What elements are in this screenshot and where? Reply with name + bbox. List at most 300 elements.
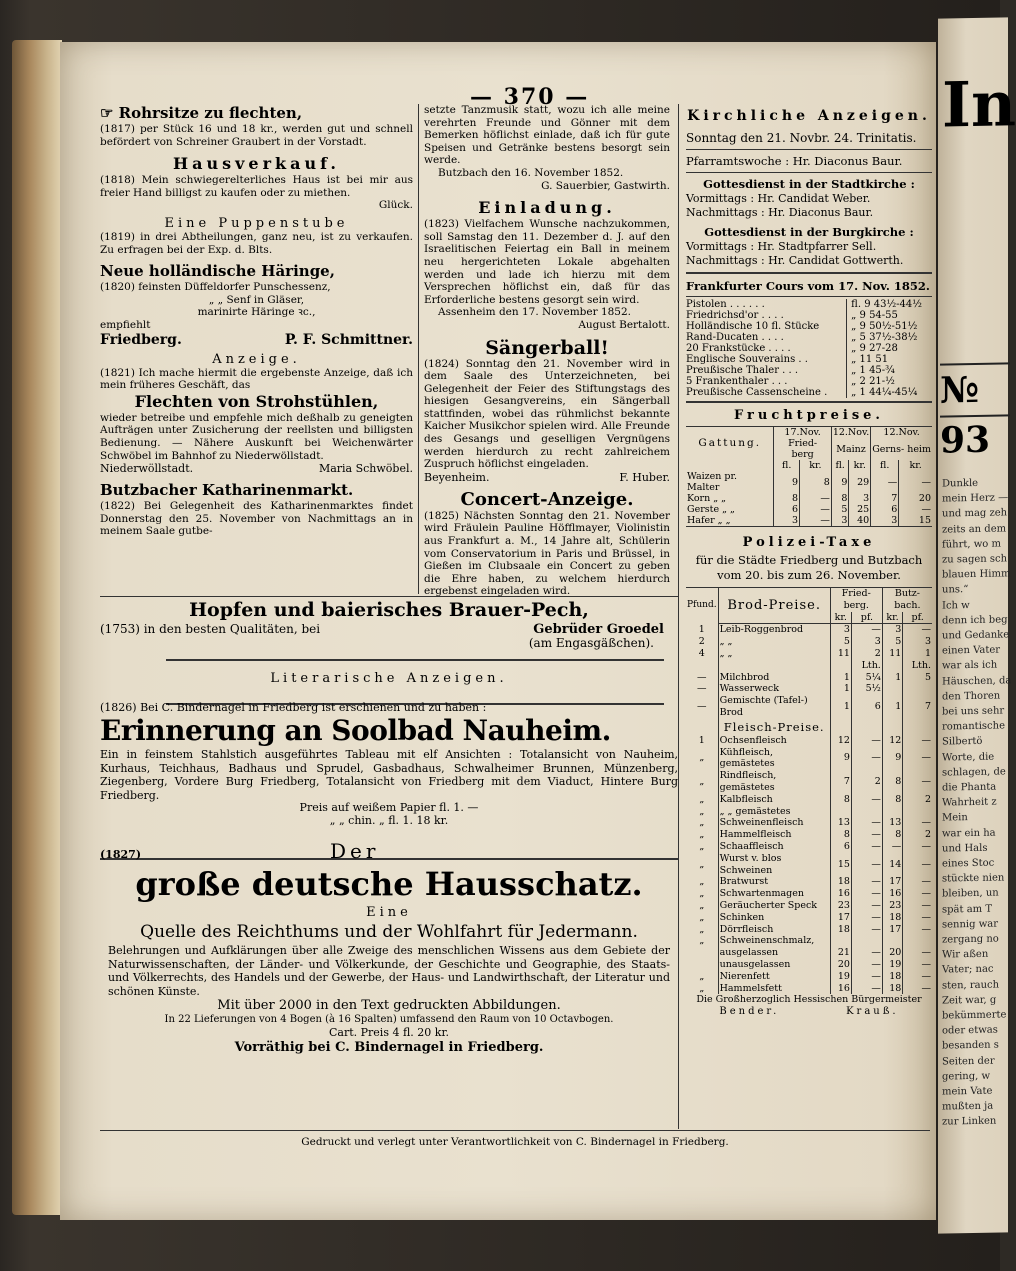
ad-heading: Einladung.	[478, 198, 616, 218]
price-cell: 23	[830, 900, 851, 912]
price-cell: 7	[871, 493, 899, 504]
church-entry: Vormittags : Hr. Candidat Weber.	[686, 192, 871, 205]
price-cell: —	[921, 858, 931, 870]
table-row	[686, 817, 932, 829]
ad-signature: (am Engasgäßchen).	[528, 636, 654, 650]
next-page-line: romantische	[942, 720, 1005, 733]
table-row	[686, 636, 932, 648]
ad-heading-big: Flechten von Strohstühlen,	[134, 391, 379, 411]
currency-value: „ 11 51	[851, 354, 889, 365]
table-row	[686, 806, 932, 818]
quantity-cell: „	[686, 935, 718, 947]
next-page-line: Worte, die	[942, 751, 995, 764]
price-cell: 11	[830, 648, 851, 660]
table-header: Fried- berg.	[830, 588, 882, 612]
price-cell: —	[851, 817, 882, 829]
ad-heading: Anzeige.	[212, 351, 301, 367]
currency-value: fl. 9 43½-44½	[851, 299, 922, 310]
ad-text: (1821) Ich mache hiermit die ergebenste Anzeige, daß ich mein früheres Geschäft, das	[100, 366, 413, 392]
price-cell: —	[921, 911, 931, 923]
price-cell: 3	[882, 624, 902, 636]
quantity-cell: „	[686, 794, 718, 806]
table-row	[686, 299, 932, 310]
price-cell: 11	[882, 648, 902, 660]
next-page-line: mein Vate	[942, 1085, 993, 1098]
next-page-line: spät am T	[942, 903, 992, 916]
ad-place: Beyenheim.	[424, 470, 490, 484]
item-name: Rindfleisch, gemästetes	[718, 770, 830, 794]
quantity-cell: „	[686, 971, 718, 983]
price-cell: —	[921, 840, 931, 852]
price-cell: 19	[882, 959, 902, 971]
price-cell	[882, 660, 902, 672]
bread-meat-price-table	[686, 587, 932, 994]
quantity-cell: „	[686, 829, 718, 841]
column-3	[686, 104, 932, 1017]
item-name: Geräucherter Speck	[718, 900, 830, 912]
next-page-line: schlagen, de	[942, 766, 1006, 779]
next-page-line: und Hals	[942, 842, 988, 855]
item-name	[718, 660, 830, 672]
table-row	[686, 829, 932, 841]
price-cell: 19	[830, 971, 851, 983]
table-row	[686, 672, 932, 684]
table-row	[686, 794, 932, 806]
table-header: kr.	[849, 460, 871, 471]
section-heading: Frankfurter Cours vom 17. Nov. 1852.	[686, 279, 930, 293]
price-cell: —	[851, 947, 882, 959]
currency-name: Preußische Cassenscheine .	[686, 387, 847, 398]
item-name: „ „ gemästetes	[718, 806, 830, 818]
price-cell: 2	[924, 793, 931, 805]
separator-rule	[686, 401, 932, 403]
ad-signature: August Bertalott.	[578, 318, 670, 331]
quantity-cell: „	[686, 983, 718, 995]
next-page-line: besanden s	[942, 1039, 999, 1052]
wide-ads-section	[100, 598, 678, 1056]
price-cell: 7	[924, 701, 931, 713]
price-cell: 25	[849, 504, 871, 515]
table-header: Gattung.	[686, 427, 774, 461]
price-line: Preis auf weißem Papier fl. 1. —	[299, 801, 479, 815]
price-cell: 16	[830, 888, 851, 900]
price-cell: —	[921, 970, 931, 982]
table-row	[686, 959, 932, 971]
ad-signature-row	[424, 471, 670, 484]
table-row	[686, 900, 932, 912]
price-cell	[830, 660, 851, 672]
price-cell: 18	[882, 912, 902, 924]
price-cell: Lth.	[911, 659, 931, 671]
table-header: kr.	[882, 612, 902, 624]
price-cell: 9	[831, 471, 849, 493]
price-cell	[851, 935, 882, 947]
table-header: fl.	[831, 460, 849, 471]
price-cell: —	[800, 515, 832, 527]
ad-signature: Vorräthig bei C. Bindernagel in Friedberg.	[234, 1040, 544, 1056]
price-cell: 3	[871, 515, 899, 527]
ad-text: Ein in feinstem Stahlstich ausgeführtes Tableau mit elf Ansichten : Totalansicht von Nauheim, Kurhaus, Teichhaus, Badhaus und Sprudel, Gasbadhaus, Schwalheimer Brunnen, Münzenberg, Ziegenberg, Vordere Burg Friedberg, Totalansicht von Friedberg mit dem Viaduct, Hintere Burg Friedberg.	[100, 748, 678, 802]
next-page-line: Seiten der	[942, 1055, 995, 1068]
price-cell: 18	[830, 924, 851, 936]
ad-text: (1818) Mein schwiegerelterliches Haus ist bei mir aus freier Hand billigst zu kaufen oder zu miethen.	[100, 174, 413, 199]
sub-heading: Fleisch-Preise.	[718, 719, 830, 735]
quantity-cell: „	[686, 876, 718, 888]
next-page-line: war ein ha	[942, 827, 996, 840]
price-cell: —	[921, 624, 931, 636]
signature: Krauß.	[846, 1006, 899, 1018]
price-cell: —	[921, 776, 931, 788]
ad-text: In 22 Lieferungen von 4 Bogen (à 16 Spalten) umfassend den Raum von 10 Octavbogen.	[164, 1014, 614, 1026]
ad-text: (1817) per Stück 16 und 18 kr., werden gut und schnell befördert von Schreiner Graubert in der Vorstadt.	[100, 123, 413, 148]
next-page-line: zergang no	[942, 933, 999, 946]
price-cell: —	[851, 971, 882, 983]
next-page-line: Zeit war, g	[942, 994, 997, 1007]
quantity-cell: „	[686, 900, 718, 912]
price-cell: —	[851, 959, 882, 971]
table-header: Pfund.	[686, 588, 718, 624]
price-cell: 8	[882, 794, 902, 806]
quantity-cell: „	[686, 817, 718, 829]
currency-name: 5 Frankenthaler . . .	[686, 376, 847, 387]
next-page-line: bekümmerte	[942, 1009, 1007, 1022]
quantity-cell: „	[686, 747, 718, 771]
price-cell: 29	[849, 471, 871, 493]
church-entry: Nachmittags : Hr. Diaconus Baur.	[686, 206, 874, 219]
price-cell: 6	[871, 504, 899, 515]
currency-value: „ 1 45-¾	[851, 365, 895, 376]
table-row	[686, 735, 932, 747]
price-cell: 8	[800, 471, 832, 493]
price-cell: 8	[882, 770, 902, 794]
currency-name: Holländische 10 fl. Stücke	[686, 321, 847, 332]
ad-text: setzte Tanzmusik statt, wozu ich alle meine verehrten Freunde und Gönner mit dem Bemerken höflichst einlade, daß ich für gute Speisen und Getränke bestens besorgt sein werde.	[424, 104, 670, 167]
price-cell	[903, 719, 932, 735]
price-cell: 1	[830, 695, 851, 719]
next-page-line: stückte nien	[942, 872, 1005, 885]
item-name: Dörrfleisch	[718, 924, 830, 936]
ad-signature: Glück.	[378, 199, 413, 212]
table-row	[686, 471, 932, 493]
ad-heading: Neue holländische Häringe,	[100, 262, 335, 281]
next-page-line: mein Herz —	[942, 492, 1009, 505]
church-entry: Nachmittags : Hr. Candidat Gottwerth.	[686, 254, 904, 267]
table-row	[686, 935, 932, 947]
price-cell: 20	[882, 947, 902, 959]
price-cell: —	[921, 817, 931, 829]
ad-text: wieder betreibe und empfehle mich deßhalb zu geneigten Aufträgen unter Zusicherung der reellsten und billigsten Bedienung. — Nähere Auskunft bei Weichenwärter Schwöbel im Bahnhof zu Niederwöllstadt.	[100, 411, 413, 462]
ad-text: (1823) Vielfachem Wunsche nachzukommen, soll Samstag den 11. Dezember d. J. auf den Israelitischen Feiertag ein Ball in meinem neu hergerichteten Lokale abgehalten werden und lade ich hierzu mit dem Versprechen höflichst ein, daß für das Erforderliche bestens gesorgt sein wird.	[424, 218, 670, 306]
price-cell: 5½	[851, 683, 882, 695]
price-cell: Lth.	[851, 660, 882, 672]
currency-name: Preußische Thaler . . .	[686, 365, 847, 376]
currency-name: 20 Frankstücke . . . .	[686, 343, 847, 354]
ad-heading: Eine Puppenstube	[164, 215, 349, 231]
item-name: Leib-Roggenbrod	[718, 624, 830, 636]
quantity-cell: 2	[686, 636, 718, 648]
church-sub-heading: Gottesdienst in der Burgkirche :	[704, 225, 914, 239]
price-cell: —	[921, 899, 931, 911]
price-cell: 15	[830, 853, 851, 877]
signature-row	[686, 1006, 932, 1017]
price-cell: 3	[774, 515, 800, 527]
price-cell: 5	[831, 504, 849, 515]
column-rule	[418, 104, 419, 594]
price-cell: —	[921, 734, 931, 746]
item-name: Kühfleisch, gemästetes	[718, 747, 830, 771]
item-name: Schwartenmagen	[718, 888, 830, 900]
quantity-cell	[686, 959, 718, 971]
section-heading: Kirchliche Anzeigen.	[687, 108, 931, 124]
table-row	[686, 493, 932, 504]
table-row	[686, 648, 932, 660]
ad-text: (1819) in drei Abtheilungen, ganz neu, ist zu verkaufen. Zu erfragen bei der Exp. d. Blts.	[100, 230, 413, 256]
table-header: Fried- berg	[774, 438, 831, 460]
next-page-line: Wahrheit z	[942, 796, 997, 809]
grain-name: Korn „ „	[686, 493, 774, 504]
section-heading: Fruchtpreise.	[734, 408, 884, 423]
price-cell: 3	[924, 636, 931, 648]
section-heading: Polizei-Taxe	[742, 535, 876, 550]
column-rule	[678, 104, 679, 1129]
quantity-cell: 1	[686, 735, 718, 747]
grain-name: Hafer „ „	[686, 515, 774, 527]
book-edge	[12, 40, 62, 1215]
price-cell: 2	[924, 829, 931, 841]
currency-value: „ 9 50½-51½	[851, 321, 918, 332]
quantity-cell: —	[686, 695, 718, 719]
ad-place: Friedberg.	[100, 331, 182, 348]
price-cell: 12	[882, 735, 902, 747]
ad-title-big: große deutsche Hausschatz.	[135, 865, 643, 904]
price-cell	[903, 806, 932, 818]
table-row	[686, 912, 932, 924]
next-page-line: Häuschen, da	[942, 674, 1012, 688]
table-header: 12.Nov.	[883, 427, 920, 438]
price-cell: —	[851, 983, 882, 995]
grain-name: Waizen pr. Malter	[686, 471, 774, 493]
ad-signature: Maria Schwöbel.	[318, 462, 413, 476]
price-cell: 8	[830, 829, 851, 841]
price-cell: —	[851, 853, 882, 877]
price-cell: 1	[924, 647, 931, 659]
grain-name: Gerste „ „	[686, 504, 774, 515]
next-page-line: Vater; nac	[942, 964, 994, 976]
price-cell: 18	[830, 876, 851, 888]
price-cell: 16	[882, 888, 902, 900]
quantity-cell: „	[686, 888, 718, 900]
currency-value: „ 9 54-55	[851, 310, 898, 321]
separator-rule	[686, 296, 932, 297]
price-cell: 20	[830, 959, 851, 971]
quantity-cell	[686, 660, 718, 672]
ad-subtitle: Quelle des Reichthums und der Wohlfahrt für Jedermann.	[140, 922, 638, 943]
currency-value: „ 9 27-28	[851, 343, 898, 354]
price-cell: 21	[830, 947, 851, 959]
church-entry: Vormittags : Hr. Stadtpfarrer Sell.	[686, 240, 877, 253]
quantity-cell: 4	[686, 648, 718, 660]
separator-rule	[100, 1130, 930, 1131]
price-cell: 40	[849, 515, 871, 527]
ad-signature-row	[100, 462, 413, 475]
next-page-line: uns.“	[942, 584, 969, 596]
ad-text: (1826) Bei C. Bindernagel in Friedberg ist erschienen und zu haben :	[100, 700, 487, 714]
price-cell: —	[921, 958, 931, 970]
price-cell: 8	[831, 493, 849, 504]
price-cell: 20	[918, 493, 931, 504]
church-sunday: Sonntag den 21. Novbr. 24. Trinitatis.	[686, 131, 917, 145]
price-cell	[903, 935, 932, 947]
price-cell: 14	[882, 853, 902, 877]
price-cell	[830, 806, 851, 818]
ad-heading: Sängerball!	[485, 336, 609, 359]
next-page-line: zeits an dem	[942, 523, 1007, 536]
next-page-line: blauen Himm	[942, 568, 1011, 581]
next-page-line: Silbertö	[942, 736, 983, 748]
price-cell: —	[851, 924, 882, 936]
quantity-cell: „	[686, 912, 718, 924]
price-cell: 8	[774, 493, 800, 504]
item-name: Schaaffleisch	[718, 841, 830, 853]
table-row	[686, 888, 932, 900]
price-cell: —	[851, 876, 882, 888]
quantity-cell: „	[686, 770, 718, 794]
item-name: Hammelfleisch	[718, 829, 830, 841]
price-cell: —	[882, 841, 902, 853]
price-cell: 3	[851, 636, 882, 648]
table-header: Brod-Preise.	[718, 588, 830, 624]
separator-rule	[686, 172, 932, 173]
item-name: Schinken	[718, 912, 830, 924]
price-cell	[882, 683, 902, 695]
price-cell: —	[851, 829, 882, 841]
price-cell: 3	[831, 515, 849, 527]
next-page-line: Dunkle	[942, 477, 979, 490]
currency-value: „ 5 37½-38½	[851, 332, 918, 343]
table-row	[686, 515, 932, 527]
quantity-cell	[686, 719, 718, 735]
price-line: „ „ chin. „ fl. 1. 18 kr.	[329, 813, 449, 827]
separator-rule	[686, 149, 932, 150]
section-subheading: für die Städte Friedberg und Butzbach	[695, 553, 923, 567]
ad-text: (1820) feinsten Düffeldorfer Punschessenz,	[100, 281, 331, 294]
price-cell	[882, 935, 902, 947]
price-cell: 12	[830, 735, 851, 747]
price-cell: 1	[882, 695, 902, 719]
price-cell: —	[851, 841, 882, 853]
price-cell: 9	[882, 747, 902, 771]
price-cell: 6	[830, 841, 851, 853]
next-page-line: Mein	[942, 812, 968, 824]
price-cell: —	[921, 923, 931, 935]
price-cell: —	[921, 752, 931, 764]
item-name: „ „	[718, 636, 830, 648]
item-name: Schweinenfleisch	[718, 817, 830, 829]
next-page-number: № 93	[940, 362, 1010, 417]
next-page-line: zur Linken	[942, 1115, 997, 1128]
table-header: 17.Nov.	[774, 427, 831, 439]
price-cell: 13	[882, 817, 902, 829]
table-row	[686, 876, 932, 888]
price-cell: 1	[882, 672, 902, 684]
price-cell: 7	[830, 770, 851, 794]
table-header: pf.	[903, 612, 932, 624]
price-cell: 9	[830, 747, 851, 771]
table-header: kr.	[909, 460, 922, 471]
next-page-line: oder etwas	[942, 1024, 998, 1037]
ad-heading: Eine	[366, 905, 412, 921]
ad-heading: ☞ Rohrsitze zu flechten,	[100, 104, 303, 122]
ad-text: empfiehlt	[100, 318, 151, 331]
column-2	[424, 104, 670, 598]
price-cell: 5	[924, 671, 931, 683]
ad-row	[100, 622, 678, 637]
table-row	[686, 660, 932, 672]
table-row	[686, 747, 932, 771]
separator-rule	[686, 272, 932, 274]
ad-heading: Concert-Anzeige.	[460, 488, 634, 510]
quantity-cell: —	[686, 672, 718, 684]
price-cell: 3	[849, 493, 871, 504]
price-cell: —	[921, 947, 931, 959]
item-name: Bratwurst	[718, 876, 830, 888]
price-cell: 9	[774, 471, 800, 493]
price-cell	[882, 719, 902, 735]
price-cell: 15	[918, 515, 931, 526]
ad-text: (1825) Nächsten Sonntag den 21. November wird Fräulein Pauline Höfflmayer, Violinistin aus Frankfurt a. M., 14 Jahre alt, Schülerin vom Conservatorium in Paris und Brüssel, in Gießen im Clubsaale ein Concert zu geben die Ehre haben, zu welchem hierdurch ergebenst eingeladen wird.	[424, 509, 670, 598]
quantity-cell	[686, 947, 718, 959]
price-cell: —	[871, 471, 899, 493]
price-cell	[851, 719, 882, 735]
next-page-line: Ich w	[942, 599, 970, 612]
next-page-line: den Thoren	[942, 690, 1001, 703]
price-cell: 3	[830, 624, 851, 636]
table-row	[686, 853, 932, 877]
price-cell: 6	[851, 695, 882, 719]
signature-line: Die Großherzoglich Hessischen Bürgermeister	[696, 994, 922, 1006]
ad-signature-row	[100, 332, 413, 348]
item-name: unausgelassen	[718, 959, 830, 971]
ad-text: marinirte Häringe ꝛc.,	[197, 306, 316, 319]
price-cell: 1	[830, 683, 851, 695]
price-cell: 17	[882, 876, 902, 888]
price-cell: 8	[830, 794, 851, 806]
price-cell: —	[921, 504, 931, 515]
price-cell: —	[851, 794, 882, 806]
ad-text: Mit über 2000 in den Text gedruckten Abbildungen.	[217, 998, 561, 1014]
price-cell: 17	[882, 924, 902, 936]
table-header: kr.	[800, 460, 832, 471]
ad-text: (1822) Bei Gelegenheit des Katharinenmarktes findet Donnerstag den 25. November von Nachmittags an in meinem Saale gutbe-	[100, 500, 413, 538]
table-row	[686, 971, 932, 983]
price-cell: 23	[882, 900, 902, 912]
next-page-line: sennig war	[942, 918, 999, 931]
price-cell: 18	[882, 971, 902, 983]
table-row	[686, 719, 932, 735]
next-page-line: mußten ja	[942, 1100, 994, 1113]
ad-signature: F. Huber.	[619, 470, 670, 484]
price-cell: 16	[830, 983, 851, 995]
price-cell: 6	[774, 504, 800, 515]
ad-signature: G. Sauerbier, Gastwirth.	[541, 179, 670, 192]
price-cell: —	[851, 747, 882, 771]
item-name: Hammelsfett	[718, 983, 830, 995]
price-line: Cart. Preis 4 fl. 20 kr.	[328, 1026, 449, 1040]
price-cell: 8	[882, 829, 902, 841]
next-page-line: die Phanta	[942, 781, 997, 794]
next-page-line: einen Vater	[942, 644, 1001, 657]
ad-text: „ „ Senf in Gläser,	[208, 293, 305, 306]
